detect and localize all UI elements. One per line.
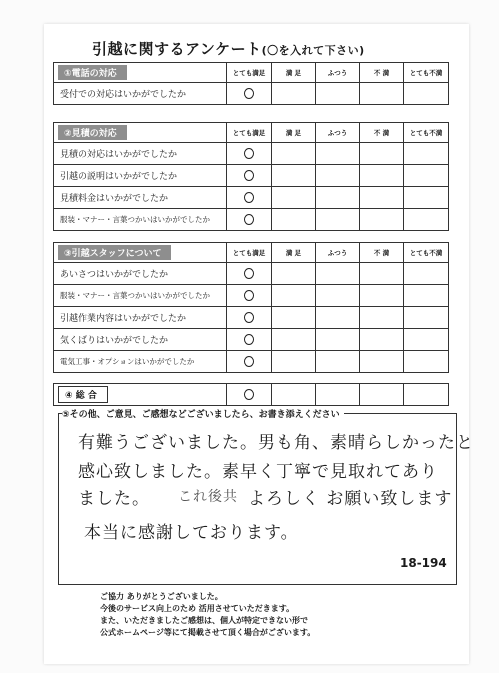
answer-cell[interactable] bbox=[316, 165, 360, 187]
answer-cell[interactable] bbox=[360, 307, 404, 329]
title-note: (〇を入れて下さい) bbox=[261, 44, 365, 57]
question-text: 電気工事・オプションはいかがでしたか bbox=[54, 351, 227, 373]
rating-header: とても満足 bbox=[227, 63, 272, 83]
answer-very-satisfied-cell[interactable] bbox=[227, 285, 272, 307]
rating-header: とても不満 bbox=[404, 123, 449, 143]
question-row bbox=[54, 143, 449, 165]
answer-very-satisfied-cell[interactable] bbox=[227, 143, 272, 165]
answer-cell[interactable] bbox=[272, 83, 316, 105]
circle-mark-icon bbox=[244, 170, 254, 181]
answer-cell[interactable] bbox=[316, 187, 360, 209]
question-row bbox=[54, 187, 449, 209]
answer-cell[interactable] bbox=[360, 143, 404, 165]
answer-cell[interactable] bbox=[404, 263, 449, 285]
rating-header: とても満足 bbox=[227, 123, 272, 143]
answer-cell[interactable] bbox=[272, 307, 316, 329]
answer-cell[interactable] bbox=[272, 263, 316, 285]
answer-cell[interactable] bbox=[404, 351, 449, 373]
question-text: 引越作業内容はいかがでしたか bbox=[54, 307, 227, 329]
question-row bbox=[54, 307, 449, 329]
rating-header: 満 足 bbox=[272, 123, 316, 143]
question-text: 見積料金はいかがでしたか bbox=[54, 187, 227, 209]
answer-cell[interactable] bbox=[272, 209, 316, 231]
answer-cell[interactable] bbox=[272, 329, 316, 351]
handwritten-line: ました。 bbox=[78, 489, 150, 509]
question-row bbox=[54, 384, 449, 406]
question-row bbox=[54, 329, 449, 351]
question-row bbox=[54, 209, 449, 231]
footer-line: 今後のサービス向上のため 活用させていただきます。 bbox=[100, 604, 295, 613]
answer-cell[interactable] bbox=[316, 143, 360, 165]
question-row bbox=[54, 165, 449, 187]
rating-header: ふつう bbox=[316, 243, 360, 263]
answer-cell[interactable] bbox=[272, 351, 316, 373]
footer-line: 公式ホームページ等にて掲載させて頂く場合がございます。 bbox=[100, 628, 316, 637]
answer-cell[interactable] bbox=[404, 187, 449, 209]
answer-cell[interactable] bbox=[404, 329, 449, 351]
answer-cell[interactable] bbox=[272, 143, 316, 165]
section-label: ②見積の対応 bbox=[58, 125, 127, 140]
answer-cell[interactable] bbox=[272, 165, 316, 187]
rating-header: 不 満 bbox=[360, 123, 404, 143]
answer-very-satisfied-cell[interactable] bbox=[227, 83, 272, 105]
answer-cell[interactable] bbox=[316, 329, 360, 351]
answer-very-satisfied-cell[interactable] bbox=[227, 165, 272, 187]
answer-cell[interactable] bbox=[316, 263, 360, 285]
handwritten-line: 有難うございました。男も角、素晴らしかったと bbox=[78, 433, 474, 453]
handwritten-faint-word: これ後共 bbox=[178, 489, 238, 505]
answer-cell[interactable] bbox=[404, 83, 449, 105]
answer-very-satisfied-cell[interactable] bbox=[227, 187, 272, 209]
question-text: 服装・マナー・言葉つかいはいかがでしたか bbox=[54, 285, 227, 307]
answer-cell[interactable] bbox=[404, 307, 449, 329]
answer-cell[interactable] bbox=[316, 209, 360, 231]
footer-line: ご協力 ありがとうございました。 bbox=[100, 592, 223, 601]
answer-cell[interactable] bbox=[404, 143, 449, 165]
section-label: ③引越スタッフについて bbox=[58, 245, 171, 260]
answer-very-satisfied-cell[interactable] bbox=[227, 329, 272, 351]
form-code: 18-194 bbox=[400, 556, 447, 570]
rating-header: 満 足 bbox=[272, 63, 316, 83]
question-row bbox=[54, 351, 449, 373]
answer-cell[interactable] bbox=[316, 307, 360, 329]
answer-cell[interactable] bbox=[360, 285, 404, 307]
answer-cell[interactable] bbox=[360, 187, 404, 209]
rating-header: とても不満 bbox=[404, 243, 449, 263]
question-text: 受付での対応はいかがでしたか bbox=[54, 83, 227, 105]
question-text: 見積の対応はいかがでしたか bbox=[54, 143, 227, 165]
section-staff-table bbox=[53, 242, 449, 373]
answer-cell[interactable] bbox=[404, 165, 449, 187]
answer-cell[interactable] bbox=[316, 285, 360, 307]
circle-mark-icon bbox=[244, 312, 254, 323]
footer-line: また、いただきましたご感想は、個人が特定できない形で bbox=[100, 616, 308, 625]
answer-very-satisfied-cell[interactable] bbox=[227, 263, 272, 285]
question-row bbox=[54, 83, 449, 105]
handwritten-line: 感心致しました。素早く丁寧で見取れてあり bbox=[78, 462, 438, 482]
rating-header: とても満足 bbox=[227, 243, 272, 263]
section-estimate-table bbox=[53, 122, 449, 231]
question-text: 服装・マナー・言葉つかいはいかがでしたか bbox=[54, 209, 227, 231]
answer-cell[interactable] bbox=[360, 329, 404, 351]
section-label: ④ 総 合 bbox=[58, 386, 108, 403]
answer-cell[interactable] bbox=[272, 384, 316, 406]
circle-mark-icon bbox=[244, 334, 254, 345]
rating-header: 満 足 bbox=[272, 243, 316, 263]
answer-cell[interactable] bbox=[360, 165, 404, 187]
rating-header: ふつう bbox=[316, 123, 360, 143]
circle-mark-icon bbox=[244, 148, 254, 159]
title-text: 引越に関するアンケート bbox=[92, 40, 262, 58]
section-overall-table bbox=[53, 383, 449, 406]
answer-cell[interactable] bbox=[360, 83, 404, 105]
question-row bbox=[54, 263, 449, 285]
handwritten-line: よろしく お願い致します bbox=[248, 489, 453, 509]
rating-header: とても不満 bbox=[404, 63, 449, 83]
rating-header: 不 満 bbox=[360, 243, 404, 263]
circle-mark-icon bbox=[244, 192, 254, 203]
question-text: 引越の説明はいかがでしたか bbox=[54, 165, 227, 187]
circle-mark-icon bbox=[244, 290, 254, 301]
answer-very-satisfied-cell[interactable] bbox=[227, 384, 272, 406]
answer-cell[interactable] bbox=[360, 263, 404, 285]
answer-cell[interactable] bbox=[360, 351, 404, 373]
answer-cell[interactable] bbox=[404, 285, 449, 307]
question-text: 気くばりはいかがでしたか bbox=[54, 329, 227, 351]
handwritten-line: 本当に感謝しております。 bbox=[84, 523, 299, 543]
answer-cell[interactable] bbox=[360, 384, 404, 406]
section-label: ①電話の対応 bbox=[58, 65, 127, 80]
section-phone-table bbox=[53, 62, 449, 105]
answer-cell[interactable] bbox=[316, 83, 360, 105]
answer-cell[interactable] bbox=[360, 209, 404, 231]
circle-mark-icon bbox=[244, 356, 254, 367]
answer-cell[interactable] bbox=[316, 351, 360, 373]
question-text: あいさつはいかがでしたか bbox=[54, 263, 227, 285]
circle-mark-icon bbox=[244, 389, 254, 400]
answer-cell[interactable] bbox=[404, 384, 449, 406]
answer-very-satisfied-cell[interactable] bbox=[227, 351, 272, 373]
rating-header: 不 満 bbox=[360, 63, 404, 83]
question-row bbox=[54, 285, 449, 307]
circle-mark-icon bbox=[244, 88, 254, 99]
answer-cell[interactable] bbox=[316, 384, 360, 406]
answer-cell[interactable] bbox=[404, 209, 449, 231]
answer-cell[interactable] bbox=[272, 187, 316, 209]
comment-heading: ⑤その他、ご意見、ご感想などございましたら、お書き添えください bbox=[62, 407, 344, 420]
survey-title bbox=[92, 38, 365, 59]
answer-very-satisfied-cell[interactable] bbox=[227, 209, 272, 231]
answer-cell[interactable] bbox=[272, 285, 316, 307]
circle-mark-icon bbox=[244, 214, 254, 225]
answer-very-satisfied-cell[interactable] bbox=[227, 307, 272, 329]
rating-header: ふつう bbox=[316, 63, 360, 83]
circle-mark-icon bbox=[244, 268, 254, 279]
